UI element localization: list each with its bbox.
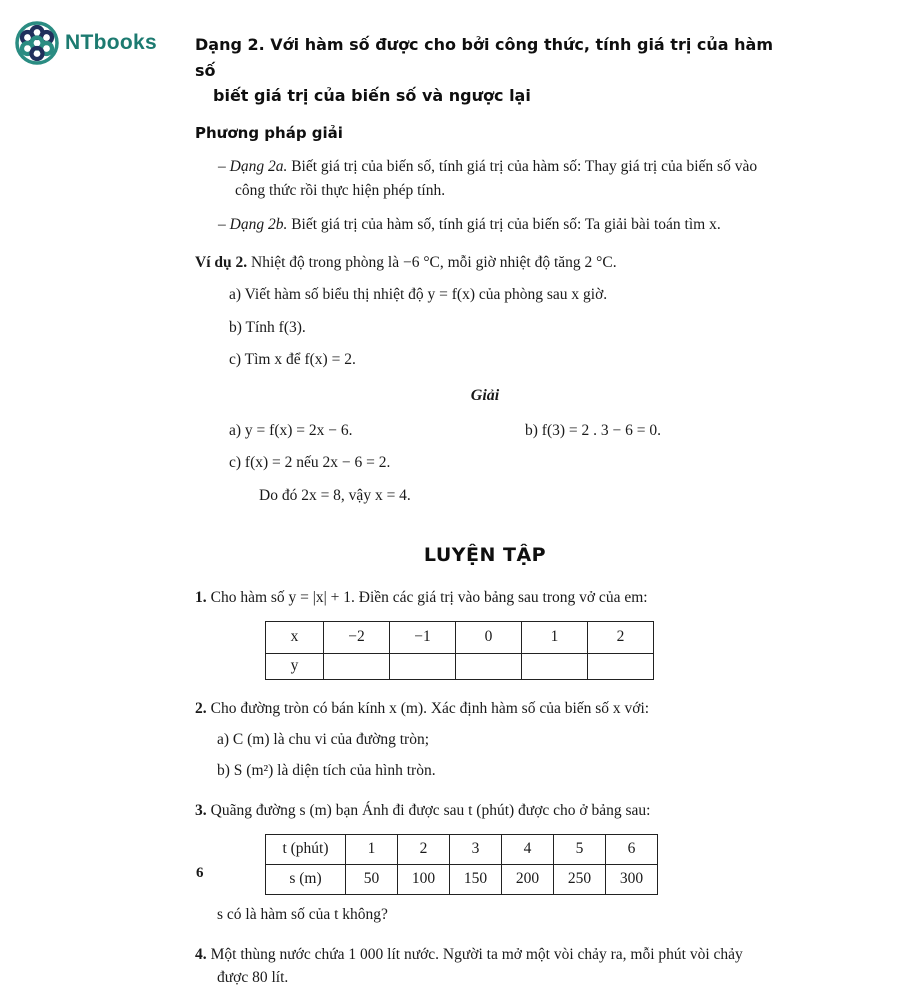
example-part-b: b) Tính f(3). bbox=[229, 318, 306, 336]
practice-title: LUYỆN TẬP bbox=[423, 543, 547, 566]
table-cell bbox=[522, 653, 588, 679]
table-cell: 200 bbox=[502, 864, 554, 894]
method-item-2a bbox=[195, 155, 775, 202]
table-cell: t (phút) bbox=[266, 834, 346, 864]
ntbooks-logo-icon bbox=[14, 20, 60, 66]
table-cell: −1 bbox=[390, 621, 456, 653]
table-cell: 5 bbox=[554, 834, 606, 864]
exercise-number: 3. bbox=[195, 802, 207, 820]
table-cell: 50 bbox=[346, 864, 398, 894]
table-row bbox=[266, 864, 658, 894]
method-2b-text: Biết giá trị của hàm số, tính giá trị của biến số: Ta giải bài toán tìm x. bbox=[291, 215, 721, 233]
example-intro: Nhiệt độ trong phòng là −6 °C, mỗi giờ nhiệt độ tăng 2 °C. bbox=[251, 254, 617, 272]
exercise-text: Cho hàm số y = |x| + 1. Điền các giá trị vào bảng sau trong vở của em: bbox=[210, 589, 648, 607]
table-cell bbox=[456, 653, 522, 679]
table-cell: s (m) bbox=[266, 864, 346, 894]
exercise-number: 1. bbox=[195, 589, 207, 607]
exercise-4 bbox=[195, 943, 775, 989]
section-heading-line1: Dạng 2. Với hàm số được cho bởi công thức, tính giá trị của hàm số bbox=[195, 35, 773, 80]
table-cell: 2 bbox=[588, 621, 654, 653]
table-cell: −2 bbox=[324, 621, 390, 653]
exercise-number: 2. bbox=[195, 699, 207, 717]
table-cell bbox=[588, 653, 654, 679]
exercise-3-question: s có là hàm số của t không? bbox=[217, 905, 388, 923]
exercise-text: Một thùng nước chứa 1 000 lít nước. Người ta mở một vòi chảy ra, mỗi phút vòi chảy được 80 lít. bbox=[210, 945, 743, 987]
exercise-2a: a) C (m) là chu vi của đường tròn; bbox=[217, 730, 430, 748]
table-cell: 300 bbox=[606, 864, 658, 894]
solution-c2: Do đó 2x = 8, vậy x = 4. bbox=[259, 486, 411, 504]
solution-a: a) y = f(x) = 2x − 6. bbox=[229, 422, 353, 440]
page-content bbox=[195, 32, 775, 989]
table-cell: 4 bbox=[502, 834, 554, 864]
dash: – bbox=[218, 215, 226, 233]
exercise-3 bbox=[195, 799, 775, 822]
table-cell: y bbox=[266, 653, 324, 679]
table-cell: x bbox=[266, 621, 324, 653]
method-2a-label: Dạng 2a. bbox=[229, 158, 288, 176]
table-cell bbox=[390, 653, 456, 679]
method-title: Phương pháp giải bbox=[195, 123, 343, 142]
exercise-2 bbox=[195, 697, 775, 720]
method-2a-text: Biết giá trị của biến số, tính giá trị của hàm số: Thay giá trị của biến số vào công thức rồi thực hiện phép tính. bbox=[235, 158, 758, 199]
ntbooks-logo-text: NTbooks bbox=[65, 31, 157, 54]
ntbooks-logo bbox=[14, 20, 157, 66]
exercise-text: Quãng đường s (m) bạn Ánh đi được sau t (phút) được cho ở bảng sau: bbox=[210, 802, 651, 820]
page-number: 6 bbox=[196, 865, 204, 881]
section-heading-line2: biết giá trị của biến số và ngược lại bbox=[213, 86, 531, 106]
solution-row bbox=[195, 419, 775, 442]
example-part-a: a) Viết hàm số biểu thị nhiệt độ y = f(x) của phòng sau x giờ. bbox=[229, 286, 608, 304]
solution-c: c) f(x) = 2 nếu 2x − 6 = 2. bbox=[229, 454, 391, 472]
example-2 bbox=[195, 251, 775, 274]
table-cell: 6 bbox=[606, 834, 658, 864]
exercise-number: 4. bbox=[195, 945, 207, 963]
table-row bbox=[266, 834, 658, 864]
section-heading bbox=[195, 32, 775, 109]
table-cell: 1 bbox=[346, 834, 398, 864]
exercise-2b: b) S (m²) là diện tích của hình tròn. bbox=[217, 762, 436, 780]
example-part-c: c) Tìm x để f(x) = 2. bbox=[229, 350, 356, 368]
table-cell: 250 bbox=[554, 864, 606, 894]
table-cell: 2 bbox=[398, 834, 450, 864]
solution-title: Giải bbox=[470, 387, 500, 405]
table-row bbox=[266, 621, 654, 653]
method-item-2b bbox=[195, 213, 775, 236]
example-label: Ví dụ 2. bbox=[195, 254, 248, 272]
table-cell: 1 bbox=[522, 621, 588, 653]
exercise-text: Cho đường tròn có bán kính x (m). Xác định hàm số của biến số x với: bbox=[210, 699, 650, 717]
table-cell bbox=[324, 653, 390, 679]
solution-b: b) f(3) = 2 . 3 − 6 = 0. bbox=[525, 422, 661, 440]
ex3-table bbox=[265, 834, 658, 895]
table-cell: 0 bbox=[456, 621, 522, 653]
table-row bbox=[266, 653, 654, 679]
table-cell: 100 bbox=[398, 864, 450, 894]
table-cell: 3 bbox=[450, 834, 502, 864]
method-2b-label: Dạng 2b. bbox=[229, 215, 288, 233]
ex1-table bbox=[265, 621, 654, 680]
table-cell: 150 bbox=[450, 864, 502, 894]
dash: – bbox=[218, 158, 226, 176]
exercise-1 bbox=[195, 586, 775, 609]
